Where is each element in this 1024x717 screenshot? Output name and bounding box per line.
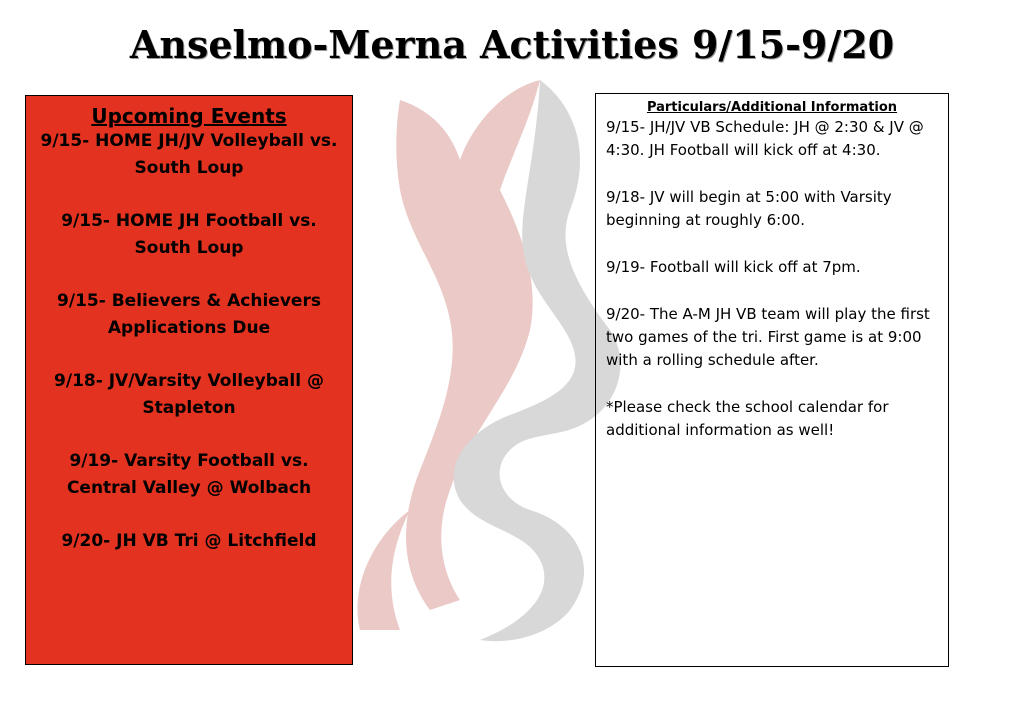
- info-item: *Please check the school calendar for additional information as well!: [606, 398, 889, 439]
- event-item: 9/15- Believers & Achievers Applications Due: [57, 291, 321, 338]
- event-item: 9/20- JH VB Tri @ Litchfield: [61, 531, 317, 551]
- info-item: 9/19- Football will kick off at 7pm.: [606, 258, 861, 276]
- upcoming-events-heading: Upcoming Events: [91, 104, 287, 128]
- wolf-mascot-watermark-icon: [340, 70, 630, 650]
- page-title: Anselmo-Merna Activities 9/15-9/20: [129, 22, 895, 67]
- info-item: 9/20- The A-M JH VB team will play the first two games of the tri. First game is at 9:00 with a rolling schedule after.: [606, 305, 930, 369]
- info-item: 9/15- JH/JV VB Schedule: JH @ 2:30 & JV @ 4:30. JH Football will kick off at 4:30.: [606, 118, 924, 159]
- additional-information-panel: [595, 93, 949, 667]
- event-item: 9/15- HOME JH/JV Volleyball vs. South Loup: [40, 131, 338, 178]
- info-item: 9/18- JV will begin at 5:00 with Varsity beginning at roughly 6:00.: [606, 188, 892, 229]
- event-item: 9/15- HOME JH Football vs. South Loup: [61, 211, 317, 258]
- event-item: 9/18- JV/Varsity Volleyball @ Stapleton: [54, 371, 324, 418]
- upcoming-events-panel: [25, 95, 353, 665]
- additional-information-heading: Particulars/Additional Information: [646, 100, 898, 115]
- event-item: 9/19- Varsity Football vs. Central Valley @ Wolbach: [66, 451, 312, 498]
